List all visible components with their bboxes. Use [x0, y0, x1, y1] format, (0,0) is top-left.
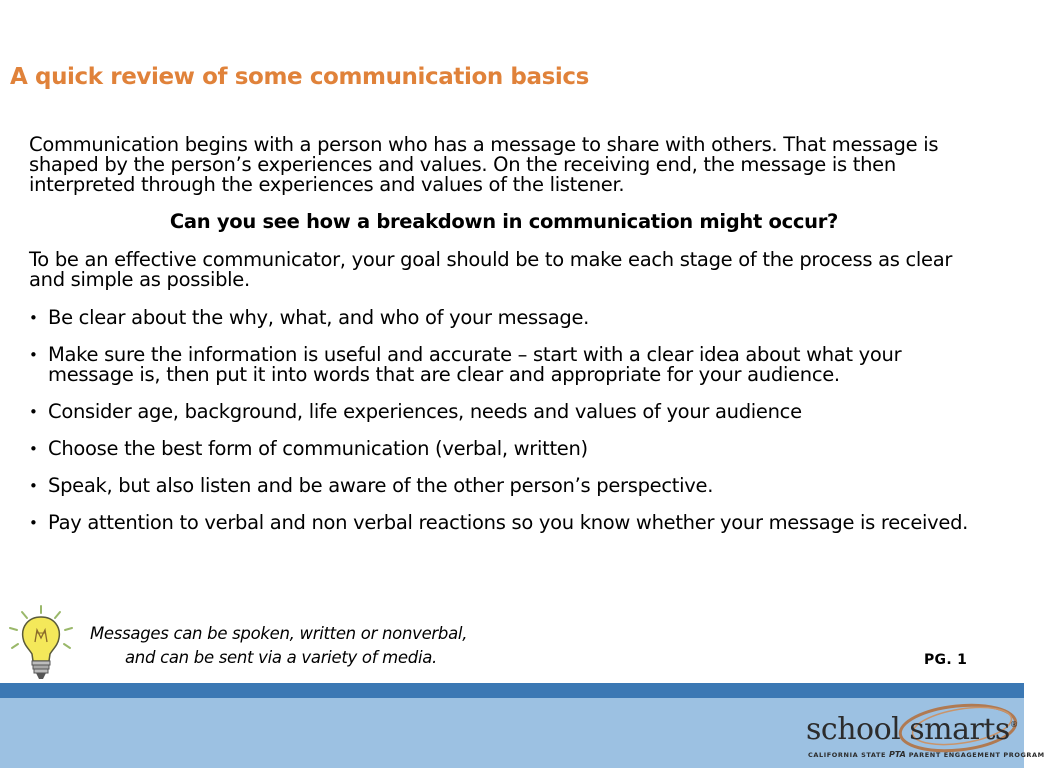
- list-item-text: Choose the best form of communication (verbal, written): [48, 437, 588, 460]
- list-item: [29, 345, 989, 385]
- tagline-right: PARENT ENGAGEMENT PROGRAM: [908, 751, 1045, 759]
- bullet-icon: •: [29, 477, 38, 495]
- logo-tagline: [808, 750, 1045, 759]
- school-smarts-logo: [800, 700, 1045, 766]
- bullet-icon: •: [29, 514, 38, 532]
- list-item-text: Consider age, background, life experiences, needs and values of your audience: [48, 400, 802, 423]
- tip-callout: [90, 622, 510, 670]
- bullet-icon: •: [29, 309, 38, 327]
- pta-mark: PTA: [888, 750, 906, 759]
- main-content: [29, 135, 989, 550]
- list-item: [29, 513, 989, 533]
- list-item: [29, 476, 989, 496]
- bullet-icon: •: [29, 403, 38, 421]
- list-item-text: Pay attention to verbal and non verbal reactions so you know whether your message is received.: [48, 511, 969, 534]
- page-number: PG. 1: [924, 652, 968, 668]
- registered-mark: ®: [1010, 720, 1018, 729]
- list-item-text: Be clear about the why, what, and who of your message.: [48, 306, 590, 329]
- list-item-text: Speak, but also listen and be aware of the other person’s perspective.: [48, 474, 714, 497]
- page-title: A quick review of some communication basics: [10, 64, 589, 90]
- goal-paragraph: To be an effective communicator, your goal should be to make each stage of the process as clear and simple as possible.: [29, 248, 953, 291]
- list-item: [29, 402, 989, 422]
- footer-band-dark: [0, 683, 1024, 698]
- list-item: [29, 439, 989, 459]
- list-item-text: Make sure the information is useful and accurate – start with a clear idea about what your message is, then put it into words that are clear and appropriate for your audience.: [48, 343, 902, 386]
- tip-line-1: Messages can be spoken, written or nonverbal,: [90, 624, 468, 643]
- tips-list: [29, 308, 989, 533]
- intro-paragraph: Communication begins with a person who has a message to share with others. That message is shaped by the person’s experiences and values. On the receiving end, the message is then interpreted through the experiences and values of the listener.: [29, 133, 939, 196]
- logo-wordmark: school smarts: [806, 712, 1010, 747]
- tip-line-2: and can be sent via a variety of media.: [125, 648, 437, 667]
- bullet-icon: •: [29, 346, 38, 364]
- bullet-icon: •: [29, 440, 38, 458]
- list-item: [29, 308, 989, 328]
- tagline-left: CALIFORNIA STATE: [808, 751, 887, 759]
- key-question: Can you see how a breakdown in communication might occur?: [169, 210, 839, 233]
- lightbulb-icon: [8, 604, 78, 684]
